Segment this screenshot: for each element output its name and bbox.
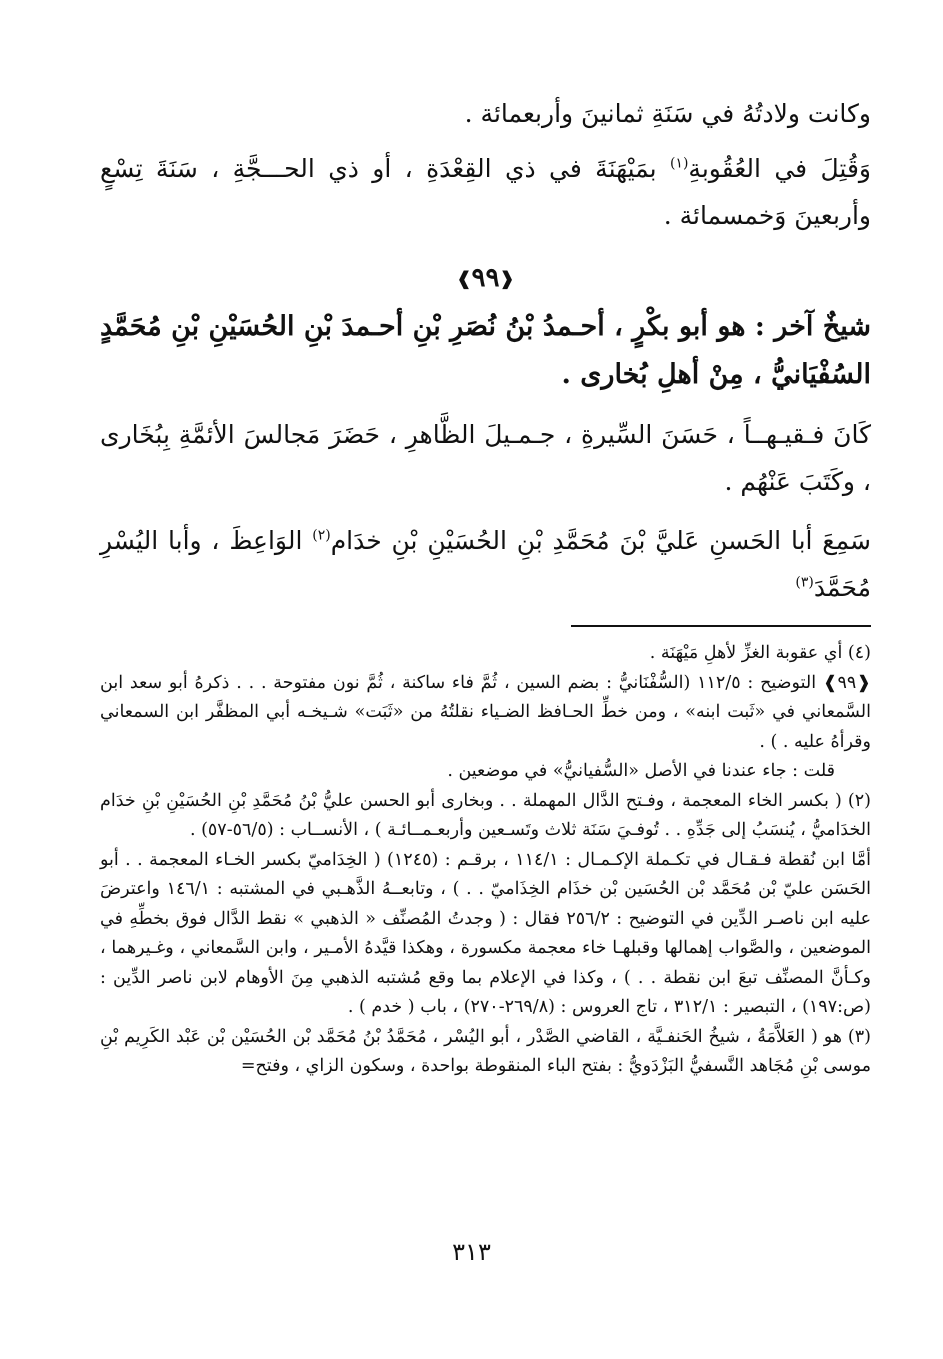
footnotes-section (100, 639, 871, 1082)
page-number: ٣١٣ (452, 1238, 491, 1266)
footnote-3: (٣) هو ( العَلاَّمَةُ ، شيخُ الحَنفـيَّة ، القاضي الصَّدْر ، أبو اليُسْر ، مُحَمَّدُ بْنُ مُحَمَّد بْن الحُسَيْن بْن عَبْد الكَرِيم بْنِ موسى بْنِ مُجَاهد النَّسفيُّ البَزْدَويُّ : بفتح الباء المنقوطة بواحدة ، وسكون الزاي ، وفتح= (100, 1026, 871, 1076)
footnote-ref-1: (١) (669, 155, 689, 172)
footnote-ref-2: (٢) (312, 527, 331, 544)
main-text (100, 90, 871, 611)
description-paragraph: كَانَ فـقيـهــاً ، حَسَنَ السِّيرةِ ، جـمـيلَ الظَّاهرِ ، حَضَرَ مَجالسَ الأئمَّةِ بِبُخَارى ، وكَتَبَ عَنْهُم . (100, 420, 871, 496)
footnote-divider (571, 625, 871, 627)
heard-from-paragraph (100, 517, 871, 611)
birth-paragraph: وكانت ولادتُهُ في سَنَةِ ثمانينَ وأربعمائة . (464, 99, 871, 128)
heard-from-text-1: سَمِعَ أبا الحَسنِ عَليَّ بْنَ مُحَمَّدِ بْنِ الحُسَيْنِ بْنِ خدَام (330, 526, 871, 555)
footnote-99: ❰٩٩❱ التوضيح : ١١٢/٥ (السُّفْنَانيُّ : بضم السين ، ثُمَّ فاء ساكنة ، ثُمَّ نون مفتوحة . . . ذكرهُ أبو سعد ابن السَّمعاني في «ثَبت ابنه» ، ومن خطِّ الحـافظ الضـياء نقلتُهُ من «ثَبَت» شـيخـه أبي المظفَّر ابن السمعاني وقرأهُ عليه . ) . (100, 672, 871, 752)
entry-number-heading (100, 263, 871, 293)
footnote-2-continuation: أمَّا ابن نُقطة فـقـال في تكـملة الإكـمـال : ١١٤/١ ، برقـم : (١٢٤٥) ( الخِدَاميّ بكسر الخـاء المعجمة . . أبو الحَسَن عليّ بْن مُحَمَّد بْن الحُسَين بْن خذَام الخِذَاميّ . . ) ، وتابعــهُ الذَّهـبي في المشتبه : ١٤٦/١ واعترضَ عليه ابن ناصـر الدِّين في التوضيح : ٢٥٦/٢ فقال : ( وجدتُ المُصنِّف « الذهبي » نقط الدَّال فوق بخطِّهِ في الموضعين ، والصَّواب إهمالها وقبلهـا خاء معجمة مكسورة ، وهكذا قيَّدهُ الأمـير ، وابن السَّمعاني ، وغـيرهما ، وكـأنَّ المصنِّف تبعَ ابن نقطة . . ) ، وكذا في الإعلام بما وقع مُشتبه الذهبي مِنَ الأوهام لابن ناصر الدِّين : (ص:١٩٧) ، التبصير : ٣١٢/١ ، تاج العروس : (٢٦٩/٨-٢٧٠) ، باب ( خدم ) . (100, 849, 872, 1017)
death-paragraph (100, 145, 871, 239)
footnote-99-note: قلت : جاء عندنا في الأصل «السُّفيانيُّ» في موضعين . (447, 761, 835, 781)
heard-from-text-2: الوَاعِظَ ، وأبا اليُسْرِ مُحَمَّدَ (100, 526, 871, 602)
footnote-ref-3: (٣) (795, 574, 814, 591)
ornament-right-icon: ❰ (499, 268, 515, 290)
ornament-left-icon: ❱ (456, 268, 472, 290)
death-text-start: وَقُتِلَ في العُقُوبةِ (688, 154, 871, 183)
footnote-2: (٢) ( بكسر الخاء المعجمة ، وفـتح الدَّال المهملة . . وبخارى أبو الحسن عليُّ بْنُ مُحَمَّدِ بْنِ الحُسَيْنِ بْنِ خدَام الخدَاميُّ ، يُنسَبُ إلى جَدِّهِ . . تُوفـيَ سَنَة ثلاث وتَسـعين وأربعـمــائـة ) ، الأنســاب : (٥٦/٥-٥٧) . (100, 790, 871, 840)
entry-number: ٩٩ (471, 263, 500, 293)
death-text-end: بمَيْهَنَةَ في ذي القِعْدَةِ ، أو ذي الحـــجَّةِ ، سَنَةَ تِسْعٍ وأربعينَ وَخمسمائة . (100, 154, 871, 230)
footnote-1: (٤) أي عقوبة الغزِّ لأهلِ مَيْهَنَة . (649, 643, 871, 663)
page-body (100, 90, 871, 1082)
entry-title: شيخٌ آخر : هو أبو بكْرٍ ، أحـمدُ بْنُ نُصَرِ بْنِ أحـمدَ بْنِ الحُسَيْنِ بْنِ مُحَمَّدٍ السُفْيَانيُّ ، مِنْ أهلِ بُخارى . (100, 311, 871, 390)
